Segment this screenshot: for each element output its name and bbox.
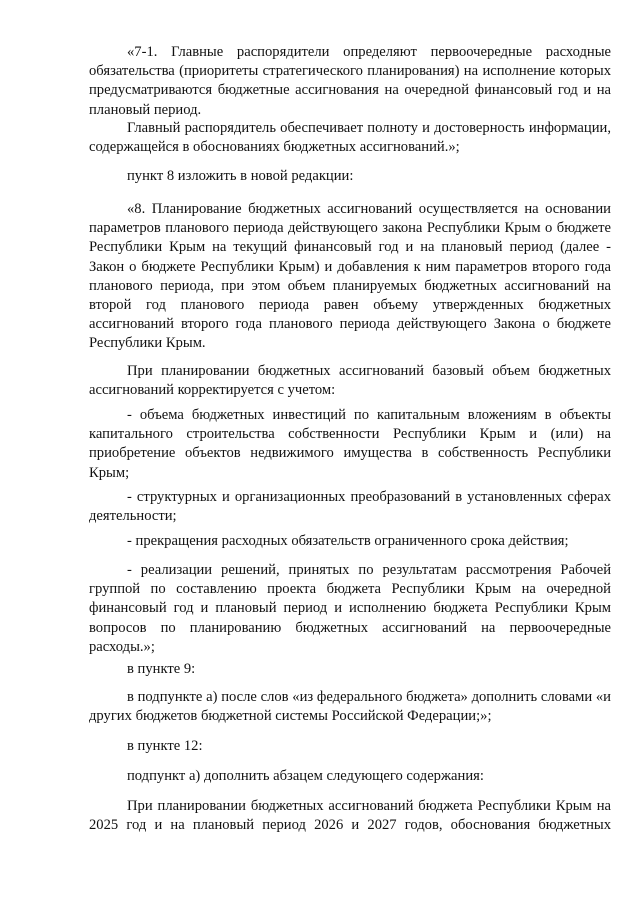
paragraph-point-8-intro: пункт 8 изложить в новой редакции: bbox=[127, 168, 354, 184]
paragraph-point-9-intro: в пункте 9: bbox=[127, 661, 196, 677]
paragraph-subpoint-a-addition: подпункт а) дополнить абзацем следующего содержания: bbox=[127, 768, 484, 784]
paragraph-main-distributor: Главный распорядитель обеспечивает полноту и достоверность информации, содержащейся в обоснованиях бюджетных ассигнований.»; bbox=[89, 120, 611, 156]
paragraph-7-1: «7-1. Главные распорядители определяют первоочередные расходные обязательства (приоритеты стратегического планирования) на исполнение которых предусматриваются бюджетные ассигнования на очередной финансовый год и на плановый период. bbox=[89, 44, 611, 118]
list-item-decisions: - реализации решений, принятых по результатам рассмотрения Рабочей группой по составлению проекта бюджета Республики Крым на очередной финансовый год и плановый период и исполнению бюджета Республики Крым вопросов по планированию бюджетных ассигнований на первоочередные расходы.»; bbox=[89, 562, 611, 655]
list-item-investments: - объема бюджетных инвестиций по капитальным вложениям в объекты капитального строительства собственности Республики Крым и (или) на приобретение объектов недвижимого имущества в собственность Республики Крым; bbox=[89, 407, 611, 481]
paragraph-point-12-intro: в пункте 12: bbox=[127, 738, 203, 754]
paragraph-subpoint-a: в подпункте а) после слов «из федерального бюджета» дополнить словами «и других бюджетов бюджетной системы Российской Федерации;»; bbox=[89, 689, 611, 725]
paragraph-planning-2025: При планировании бюджетных ассигнований бюджета Республики Крым на 2025 год и на плановый период 2026 и 2027 годов, обоснования бюджетных bbox=[89, 798, 611, 834]
paragraph-base-volume: При планировании бюджетных ассигнований базовый объем бюджетных ассигнований корректируется с учетом: bbox=[89, 363, 611, 399]
paragraph-point-8: «8. Планирование бюджетных ассигнований осуществляется на основании параметров планового периода действующего закона Республики Крым о бюджете Республики Крым на текущий финансовый год и на плановый период (далее - Закон о бюджете Республики Крым) и добавления к ним параметров второго года планового периода, при этом объем планируемых бюджетных ассигнований на второй год планового периода равен объему утвержденных бюджетных ассигнований второго года планового периода действующего Закона о бюджете Республики Крым. bbox=[89, 201, 611, 352]
list-item-structural: - структурных и организационных преобразований в установленных сферах деятельности; bbox=[89, 489, 611, 525]
list-item-termination: - прекращения расходных обязательств ограниченного срока действия; bbox=[127, 533, 569, 549]
